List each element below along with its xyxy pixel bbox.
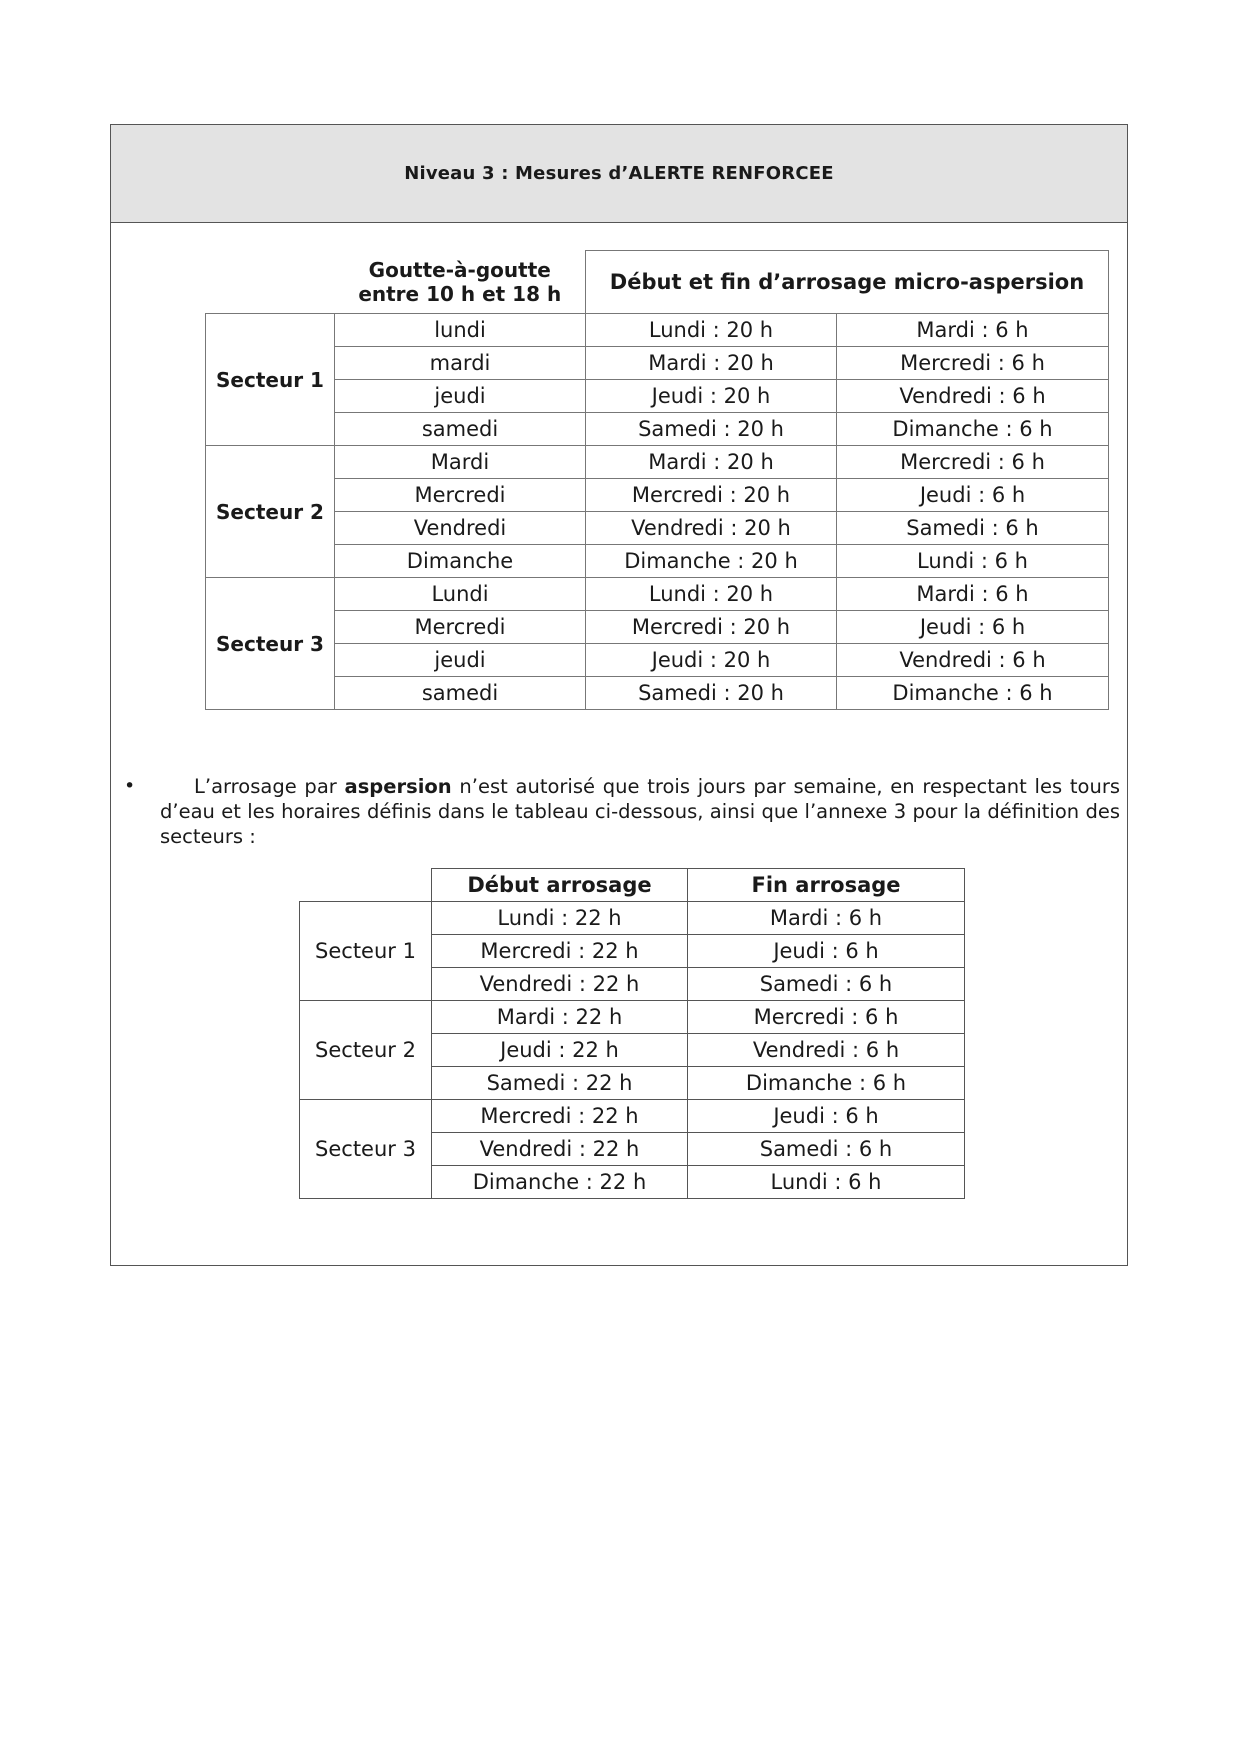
micro-end: Mardi : 6 h xyxy=(837,314,1109,347)
table-row xyxy=(206,479,1109,512)
aspersion-start: Samedi : 22 h xyxy=(432,1067,688,1100)
aspersion-table xyxy=(299,868,965,1199)
aspersion-paragraph xyxy=(160,774,1120,849)
drip-day: Mardi xyxy=(335,446,586,479)
level-banner xyxy=(111,125,1127,223)
aspersion-start: Mardi : 22 h xyxy=(432,1001,688,1034)
table-row xyxy=(300,902,965,935)
sector-label: Secteur 1 xyxy=(206,314,335,446)
micro-end: Dimanche : 6 h xyxy=(837,677,1109,710)
micro-start: Lundi : 20 h xyxy=(586,314,837,347)
table-row xyxy=(206,611,1109,644)
micro-end: Vendredi : 6 h xyxy=(837,380,1109,413)
aspersion-start: Mercredi : 22 h xyxy=(432,935,688,968)
bullet-mark: • xyxy=(124,775,136,797)
drip-day: Mercredi xyxy=(335,611,586,644)
table-row xyxy=(300,1001,965,1034)
drip-day: jeudi xyxy=(335,380,586,413)
drip-day: mardi xyxy=(335,347,586,380)
header-goutte-line1: Goutte-à-goutte xyxy=(368,257,551,282)
micro-start: Dimanche : 20 h xyxy=(586,545,837,578)
table-header-row xyxy=(300,869,965,902)
aspersion-end: Vendredi : 6 h xyxy=(688,1034,965,1067)
header-start: Début arrosage xyxy=(432,869,688,902)
micro-end: Mercredi : 6 h xyxy=(837,347,1109,380)
table-row xyxy=(206,512,1109,545)
micro-start: Mercredi : 20 h xyxy=(586,611,837,644)
aspersion-end: Lundi : 6 h xyxy=(688,1166,965,1199)
aspersion-end: Samedi : 6 h xyxy=(688,1133,965,1166)
drip-day: jeudi xyxy=(335,644,586,677)
micro-end: Samedi : 6 h xyxy=(837,512,1109,545)
micro-end: Jeudi : 6 h xyxy=(837,611,1109,644)
table-row xyxy=(206,578,1109,611)
para-text-after: n’est autorisé que trois jours par semaine, en respectant les tours d’eau et les horaires définis dans le tableau ci-dessous, ainsi que l’annexe 3 pour la définition des secteurs : xyxy=(160,775,1120,848)
aspersion-start: Jeudi : 22 h xyxy=(432,1034,688,1067)
drip-day: Lundi xyxy=(335,578,586,611)
table-header-row xyxy=(206,251,1109,314)
table-row xyxy=(206,314,1109,347)
table-row xyxy=(206,677,1109,710)
level-title: Niveau 3 : Mesures d’ALERTE RENFORCEE xyxy=(404,163,834,184)
drip-day: Dimanche xyxy=(335,545,586,578)
aspersion-end: Mercredi : 6 h xyxy=(688,1001,965,1034)
table-row xyxy=(300,1100,965,1133)
aspersion-end: Dimanche : 6 h xyxy=(688,1067,965,1100)
micro-start: Mercredi : 20 h xyxy=(586,479,837,512)
sector-label: Secteur 3 xyxy=(300,1100,432,1199)
aspersion-start: Vendredi : 22 h xyxy=(432,1133,688,1166)
table-row xyxy=(206,545,1109,578)
drip-day: samedi xyxy=(335,413,586,446)
blank-cell xyxy=(300,869,432,902)
table-row xyxy=(206,413,1109,446)
sector-label: Secteur 3 xyxy=(206,578,335,710)
table-row xyxy=(206,644,1109,677)
micro-start: Jeudi : 20 h xyxy=(586,644,837,677)
aspersion-start: Mercredi : 22 h xyxy=(432,1100,688,1133)
micro-start: Mardi : 20 h xyxy=(586,347,837,380)
micro-end: Vendredi : 6 h xyxy=(837,644,1109,677)
aspersion-end: Mardi : 6 h xyxy=(688,902,965,935)
drip-micro-aspersion-table xyxy=(205,250,1109,710)
aspersion-start: Dimanche : 22 h xyxy=(432,1166,688,1199)
drip-day: Mercredi xyxy=(335,479,586,512)
header-micro-aspersion: Début et fin d’arrosage micro-aspersion xyxy=(586,251,1109,314)
sector-label: Secteur 2 xyxy=(206,446,335,578)
aspersion-end: Jeudi : 6 h xyxy=(688,1100,965,1133)
drip-day: lundi xyxy=(335,314,586,347)
table-row xyxy=(206,380,1109,413)
micro-end: Dimanche : 6 h xyxy=(837,413,1109,446)
micro-end: Mercredi : 6 h xyxy=(837,446,1109,479)
micro-start: Lundi : 20 h xyxy=(586,578,837,611)
micro-start: Samedi : 20 h xyxy=(586,677,837,710)
blank-cell xyxy=(206,251,335,314)
table-row xyxy=(206,446,1109,479)
aspersion-start: Lundi : 22 h xyxy=(432,902,688,935)
micro-start: Jeudi : 20 h xyxy=(586,380,837,413)
para-text-before: L’arrosage par xyxy=(194,775,345,798)
micro-start: Mardi : 20 h xyxy=(586,446,837,479)
header-end: Fin arrosage xyxy=(688,869,965,902)
micro-end: Mardi : 6 h xyxy=(837,578,1109,611)
aspersion-start: Vendredi : 22 h xyxy=(432,968,688,1001)
table-row xyxy=(206,347,1109,380)
micro-start: Vendredi : 20 h xyxy=(586,512,837,545)
para-text-bold: aspersion xyxy=(344,775,452,798)
sector-label: Secteur 2 xyxy=(300,1001,432,1100)
aspersion-end: Jeudi : 6 h xyxy=(688,935,965,968)
micro-end: Jeudi : 6 h xyxy=(837,479,1109,512)
micro-start: Samedi : 20 h xyxy=(586,413,837,446)
header-goutte-line2: entre 10 h et 18 h xyxy=(358,281,562,306)
drip-day: samedi xyxy=(335,677,586,710)
micro-end: Lundi : 6 h xyxy=(837,545,1109,578)
header-goutte xyxy=(335,251,586,314)
sector-label: Secteur 1 xyxy=(300,902,432,1001)
aspersion-end: Samedi : 6 h xyxy=(688,968,965,1001)
drip-day: Vendredi xyxy=(335,512,586,545)
